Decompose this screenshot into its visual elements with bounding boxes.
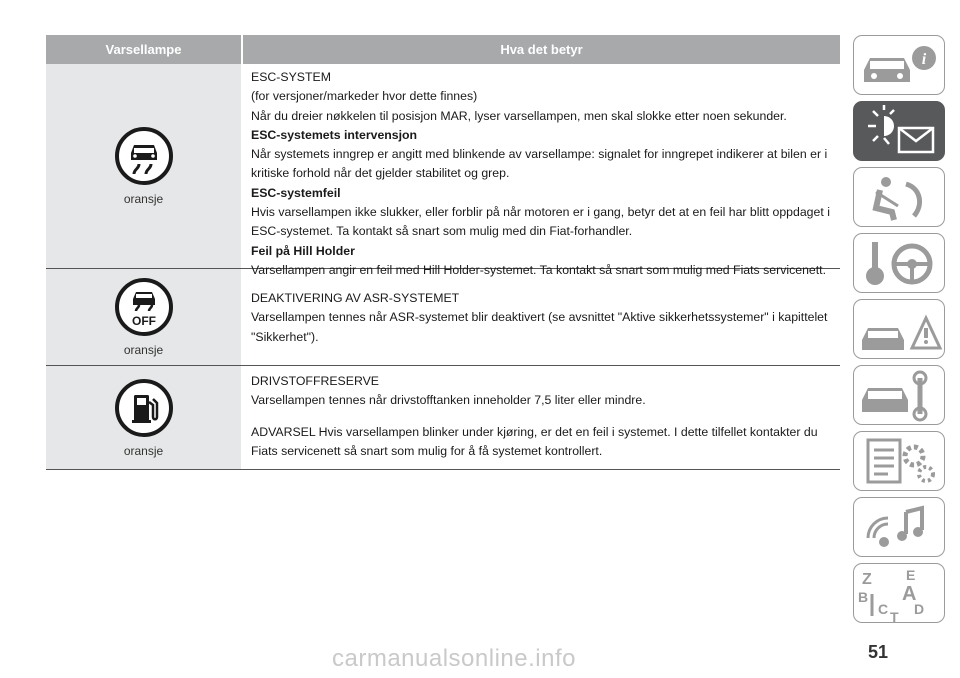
warning-lights-table xyxy=(46,35,840,470)
text-line: ESC-SYSTEM xyxy=(251,70,331,84)
text-line: kritiske forhold når det gjelder stabilitet og grep. xyxy=(251,166,510,181)
car-emergency-icon xyxy=(854,300,946,360)
color-label: oransje xyxy=(123,192,164,206)
chapter-tabs xyxy=(853,35,951,629)
tab-maintenance[interactable] xyxy=(853,365,945,425)
text-line: (for versjoner/markeder hvor dette finnes) xyxy=(251,89,478,104)
key-steering-wheel-icon xyxy=(854,234,946,294)
tab-emergency[interactable] xyxy=(853,299,945,359)
text-line: Hvis varsellampen ikke slukker, eller forblir på når motoren er i gang, betyr det at en feil har blitt oppdaget i xyxy=(251,205,830,220)
index-letter: T xyxy=(890,609,899,624)
tab-index[interactable] xyxy=(853,563,945,623)
index-letter: D xyxy=(914,601,925,617)
index-letter: A xyxy=(902,583,917,605)
table-row xyxy=(46,64,840,277)
text-line: Når du dreier nøkkelen til posisjon MAR, lyser varsellampen, men skal slokke etter noen sekunder. xyxy=(251,108,787,123)
car-maintenance-icon xyxy=(854,366,946,426)
section-heading: ESC-systemets intervensjon xyxy=(251,127,418,142)
text-line: DEAKTIVERING AV ASR-SYSTEMET xyxy=(251,291,460,305)
specs-gears-icon xyxy=(854,432,946,492)
tab-start-drive[interactable] xyxy=(853,233,945,293)
section-heading: Feil på Hill Holder xyxy=(251,243,355,258)
car-info-icon xyxy=(854,36,946,96)
meaning-cell xyxy=(241,64,840,277)
text-line: Varsellampen tennes når ASR-systemet blir deaktivert (se avsnittet "Aktive sikkerhetssystemer" i kapittelet xyxy=(251,310,828,325)
fuel-reserve-icon xyxy=(114,378,174,438)
color-label: oransje xyxy=(123,443,164,458)
warning-note: Fiats servicenett så snart som mulig for å få systemet kontrollert. xyxy=(251,443,603,458)
text-line: Når systemets inngrep er angitt med blinkende av varsellampe: signalet for inngrepet indikerer at bilen er i xyxy=(251,147,828,162)
warning-light-cell xyxy=(46,269,241,365)
tab-technical-data[interactable] xyxy=(853,431,945,491)
table-header xyxy=(46,35,840,64)
alphabetical-index-icon xyxy=(854,564,946,624)
index-letter: C xyxy=(878,601,889,617)
tab-safety[interactable] xyxy=(853,167,945,227)
tab-multimedia[interactable] xyxy=(853,497,945,557)
warning-note: ADVARSEL Hvis varsellampen blinker under kjøring, er det en feil i systemet. I dette tilfellet kontakter du xyxy=(251,424,818,439)
multimedia-icon xyxy=(854,498,946,558)
text-line: ESC-systemet. Ta kontakt så snart som mulig med din Fiat-forhandler. xyxy=(251,224,633,239)
tab-warning-lights[interactable] xyxy=(853,101,945,161)
text-line: Varsellampen angir en feil med Hill Holder-systemet. Ta kontakt så snart som mulig med Fiats servicenett. xyxy=(251,262,826,277)
section-heading: ESC-systemfeil xyxy=(251,185,341,200)
seat-safety-icon xyxy=(854,168,946,228)
watermark: carmanualsonline.info xyxy=(332,645,576,672)
warning-light-cell xyxy=(46,366,241,469)
meaning-cell xyxy=(241,269,840,365)
index-letter: Z xyxy=(862,571,872,588)
tab-car-info[interactable] xyxy=(853,35,945,95)
warning-light-cell xyxy=(46,64,241,268)
text-line: "Sikkerhet"). xyxy=(251,329,319,344)
asr-off-icon xyxy=(114,277,174,337)
index-letter: E xyxy=(906,567,916,583)
table-row xyxy=(46,366,840,470)
text-line: DRIVSTOFFRESERVE xyxy=(251,374,380,388)
header-warning-light: Varsellampe xyxy=(105,42,182,57)
esc-warning-icon xyxy=(114,126,174,186)
warning-light-message-icon xyxy=(854,102,946,162)
page-number: 51 xyxy=(868,642,889,662)
svg-text:i: i xyxy=(921,51,927,68)
header-meaning: Hva det betyr xyxy=(241,35,840,64)
table-row xyxy=(46,269,840,366)
color-label: oransje xyxy=(123,343,164,357)
index-letter: B xyxy=(858,589,869,605)
text-line: Varsellampen tennes når drivstofftanken inneholder 7,5 liter eller mindre. xyxy=(251,393,646,408)
meaning-cell xyxy=(241,366,840,469)
off-label: OFF xyxy=(131,314,156,328)
